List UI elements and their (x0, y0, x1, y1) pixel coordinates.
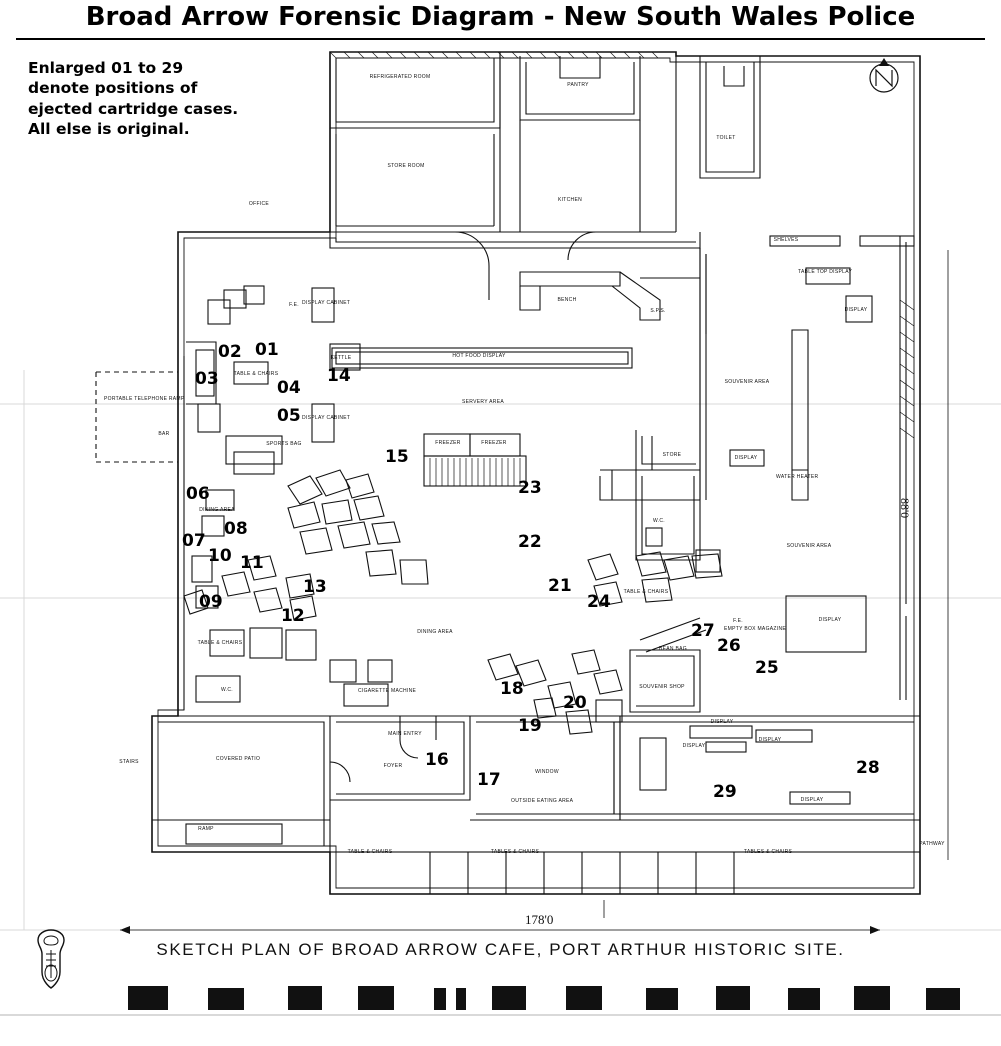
label-souvenir-area-upper: SOUVENIR AREA (724, 379, 770, 385)
label-kettle: KETTLE (330, 355, 352, 361)
label-dining-area-centre: DINING AREA (417, 629, 453, 635)
label-refrigerated-room: REFRIGERATED ROOM (369, 74, 431, 80)
label-table-top-display: TABLE TOP DISPLAY (798, 269, 853, 275)
scan-artifact-blob (434, 988, 446, 1010)
label-freezer-2: FREEZER (481, 440, 507, 446)
scan-artifact-blob (926, 988, 960, 1010)
label-display-cabinet-2: DISPLAY CABINET (302, 415, 351, 421)
scan-artifact-blob (646, 988, 678, 1010)
label-bar: BAR (158, 431, 170, 437)
label-office: OFFICE (248, 201, 270, 207)
label-display-5: DISPLAY (682, 743, 706, 749)
label-souvenir-shop: SOUVENIR SHOP (639, 684, 685, 690)
page-title: Broad Arrow Forensic Diagram - New South Wales Police (85, 2, 916, 32)
label-wc-lower: W.C. (220, 687, 234, 693)
label-kitchen: KITCHEN (557, 197, 583, 203)
label-sports-bag: SPORTS BAG (266, 441, 302, 447)
label-outside-eating-area: OUTSIDE EATING AREA (511, 798, 574, 804)
dimension-overall-depth: 88'0 (898, 498, 912, 519)
label-table-chairs-2: TABLE & CHAIRS (197, 640, 243, 646)
scan-artifact-blob (208, 988, 244, 1010)
label-display-4: DISPLAY (758, 737, 782, 743)
cartridge-marker-28: 28 (856, 758, 880, 778)
scan-artifact-blob (716, 986, 750, 1010)
label-shelves: SHELVES (773, 237, 799, 243)
label-display-6: DISPLAY (800, 797, 824, 803)
scan-artifact-blob (492, 986, 526, 1010)
cartridge-marker-23: 23 (518, 478, 542, 498)
label-stairs: STAIRS (119, 759, 139, 765)
label-display-3: DISPLAY (710, 719, 734, 725)
compass-icon (870, 58, 898, 92)
label-display-2: DISPLAY (818, 617, 842, 623)
label-ramp: RAMP (198, 826, 214, 832)
label-table-chairs-3: TABLE & CHAIRS (623, 589, 669, 595)
cartridge-marker-12: 12 (281, 606, 305, 626)
cartridge-marker-13: 13 (303, 577, 327, 597)
scan-artifact-blob (288, 986, 322, 1010)
label-bench: BENCH (557, 297, 577, 303)
scan-artifact-blob (566, 986, 602, 1010)
label-store-room: STORE ROOM (387, 163, 425, 169)
cartridge-marker-26: 26 (717, 636, 741, 656)
label-display-7: DISPLAY (844, 307, 868, 313)
label-toilet: TOILET (716, 135, 736, 141)
cartridge-marker-08: 08 (224, 519, 248, 539)
label-dining-area-left: DINING AREA (199, 507, 235, 513)
cartridge-marker-04: 04 (277, 378, 301, 398)
cartridge-marker-22: 22 (518, 532, 542, 552)
scan-artifact-blob (788, 988, 820, 1010)
label-wc-upper: W.C. (652, 518, 666, 524)
label-window: WINDOW (535, 769, 559, 775)
label-bean-bag: BEAN BAG (659, 646, 687, 652)
cartridge-marker-24: 24 (587, 592, 611, 612)
legend-note: Enlarged 01 to 29 denote positions of ejected cartridge cases. All else is original. (28, 59, 239, 139)
label-table-chairs-bottom-2: TABLES & CHAIRS (490, 849, 540, 855)
cartridge-marker-17: 17 (477, 770, 501, 790)
label-table-chairs-bottom-3: TABLES & CHAIRS (743, 849, 793, 855)
label-table-chairs-bottom-1: TABLE & CHAIRS (347, 849, 393, 855)
label-pathway: PATHWAY (919, 841, 945, 847)
label-servery-area: SERVERY AREA (462, 399, 504, 405)
label-fire-extinguisher-2: F.E. (733, 618, 743, 624)
cartridge-marker-06: 06 (186, 484, 210, 504)
label-foyer: FOYER (383, 763, 403, 769)
label-water-heater: WATER HEATER (776, 474, 819, 480)
label-table-chairs-1: TABLE & CHAIRS (233, 371, 279, 377)
label-main-entry: MAIN ENTRY (388, 731, 422, 737)
scan-artifact-blob (128, 986, 168, 1010)
cartridge-marker-09: 09 (199, 592, 223, 612)
cartridge-marker-25: 25 (755, 658, 779, 678)
label-freezer-1: FREEZER (435, 440, 461, 446)
police-crest-icon (28, 928, 74, 990)
cartridge-marker-15: 15 (385, 447, 409, 467)
label-fire-extinguisher-1: F.E. (289, 302, 299, 308)
label-cigarette-machine: CIGARETTE MACHINE (358, 688, 417, 694)
scan-artifact-blob (358, 986, 394, 1010)
cartridge-marker-29: 29 (713, 782, 737, 802)
cartridge-marker-18: 18 (500, 679, 524, 699)
cartridge-marker-10: 10 (208, 546, 232, 566)
label-display-1: DISPLAY (734, 455, 758, 461)
cartridge-marker-07: 07 (182, 531, 206, 551)
cartridge-marker-01: 01 (255, 340, 279, 360)
label-pantry: PANTRY (567, 82, 589, 88)
cartridge-marker-20: 20 (563, 693, 587, 713)
sketch-plan-caption: SKETCH PLAN OF BROAD ARROW CAFE, PORT ARTHUR HISTORIC SITE. (156, 940, 845, 959)
label-store: STORE (662, 452, 682, 458)
dimension-overall-length: 178'0 (525, 912, 554, 927)
cartridge-marker-16: 16 (425, 750, 449, 770)
cartridge-marker-14: 14 (327, 366, 351, 386)
scan-artifact-blob (854, 986, 890, 1010)
label-hot-food-display: HOT FOOD DISPLAY (452, 353, 506, 359)
cartridge-marker-21: 21 (548, 576, 572, 596)
cartridge-marker-27: 27 (691, 621, 715, 641)
cartridge-marker-02: 02 (218, 342, 242, 362)
label-display-cabinet-1: DISPLAY CABINET (302, 300, 351, 306)
cartridge-marker-19: 19 (518, 716, 542, 736)
cartridge-marker-03: 03 (195, 369, 219, 389)
cartridge-marker-05: 05 (277, 406, 301, 426)
scan-artifact-line (0, 1014, 1001, 1016)
label-empty-box-magazine: EMPTY BOX MAGAZINE (724, 626, 786, 632)
cartridge-marker-11: 11 (240, 553, 264, 573)
label-covered-patio: COVERED PATIO (215, 756, 261, 762)
scan-artifact-blob (456, 988, 466, 1010)
label-souvenir-area-lower: SOUVENIR AREA (786, 543, 832, 549)
label-sps: S.P.S. (650, 308, 666, 314)
label-portable-telephone-ramp: PORTABLE TELEPHONE RAMP (104, 396, 185, 402)
